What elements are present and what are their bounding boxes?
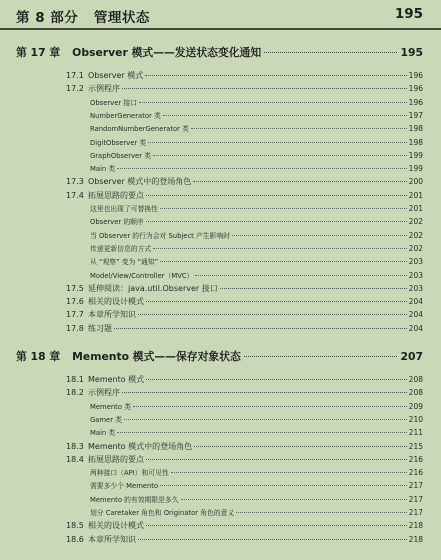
page-number: 196 xyxy=(408,84,423,94)
section-number: 17.1 xyxy=(66,71,84,80)
subsection-title: 当 Observer 的行为会对 Subject 产生影响时 xyxy=(90,231,230,240)
page-number: 203 xyxy=(408,283,423,293)
section-number: 17.8 xyxy=(66,323,84,333)
subsection-title: NumberGenerator 类 xyxy=(90,111,161,120)
toc-subsection-row[interactable] xyxy=(90,216,423,228)
toc-subsection-row[interactable] xyxy=(90,150,423,162)
subsection-title: 需要多少个 Memento xyxy=(90,482,159,491)
toc-section-row[interactable] xyxy=(66,387,423,399)
dot-leader xyxy=(195,275,406,276)
chapter-number: 第 17 章 xyxy=(16,46,61,59)
toc-subsection-row[interactable] xyxy=(90,270,423,282)
toc-section-row[interactable] xyxy=(66,454,423,466)
dot-leader xyxy=(244,356,398,357)
page-number: 217 xyxy=(408,481,423,491)
dot-leader xyxy=(124,419,407,420)
dot-leader xyxy=(146,525,407,526)
toc-section-row[interactable] xyxy=(66,520,423,532)
toc-subsection-row[interactable] xyxy=(90,123,423,135)
subsection-title: Main 类 xyxy=(90,429,116,438)
dot-leader xyxy=(122,88,407,89)
dot-leader xyxy=(146,459,407,460)
dot-leader xyxy=(194,446,406,447)
subsection-title: Observer 的顺序 xyxy=(90,218,144,227)
dot-leader xyxy=(117,168,406,169)
dot-leader xyxy=(114,328,407,329)
toc-section-row[interactable] xyxy=(66,70,423,82)
toc-subsection-row[interactable] xyxy=(90,507,423,519)
chapter-number: 第 18 章 xyxy=(16,350,61,363)
section-number: 18.3 xyxy=(66,441,84,451)
dot-leader xyxy=(220,288,407,289)
subsection-title: RandomNumberGenerator 类 xyxy=(90,125,189,134)
page-number: 211 xyxy=(408,428,423,438)
dot-leader xyxy=(146,221,407,222)
section-title: Memento 模式中的登场角色 xyxy=(88,441,193,451)
section-number: 18.5 xyxy=(66,521,84,531)
section-title: 相关的设计模式 xyxy=(88,297,144,307)
section-title: 本章所学知识 xyxy=(88,534,136,544)
page-number: 202 xyxy=(408,230,423,240)
dot-leader xyxy=(148,142,407,143)
section-number: 18.1 xyxy=(66,375,84,384)
dot-leader xyxy=(160,485,407,486)
toc-subsection-row[interactable] xyxy=(90,243,423,255)
toc-section-row[interactable] xyxy=(66,374,423,386)
dot-leader xyxy=(236,512,406,513)
dot-leader xyxy=(181,499,407,500)
toc-subsection-row[interactable] xyxy=(90,137,423,149)
subsection-title: 传递更新信息的方式 xyxy=(90,244,152,253)
page-number: 216 xyxy=(408,454,423,464)
dot-leader xyxy=(160,261,407,262)
section-title: 练习题 xyxy=(88,323,112,333)
section-title: Observer 模式 xyxy=(88,71,144,80)
dot-leader xyxy=(146,195,407,196)
dot-leader xyxy=(139,102,407,103)
dot-leader xyxy=(232,235,407,236)
subsection-title: 从 “观察” 变为 “通知” xyxy=(90,258,159,267)
page-number: 202 xyxy=(408,217,423,227)
section-title: Memento 模式 xyxy=(88,375,145,384)
section-number: 18.4 xyxy=(66,454,84,464)
page-number: 196 xyxy=(408,71,423,80)
dot-leader xyxy=(117,432,406,433)
dot-leader xyxy=(145,75,406,76)
toc-section-row[interactable] xyxy=(66,190,423,202)
subsection-title: Memento 的有效期限是多久 xyxy=(90,495,179,504)
section-number: 18.2 xyxy=(66,388,84,398)
toc-section-row[interactable] xyxy=(66,296,423,308)
section-title: 相关的设计模式 xyxy=(88,521,144,531)
page-number: 204 xyxy=(408,310,423,320)
toc-subsection-row[interactable] xyxy=(90,401,423,413)
section-number: 17.7 xyxy=(66,310,84,320)
section-number: 17.4 xyxy=(66,190,84,200)
page-number: 210 xyxy=(408,414,423,424)
dot-leader xyxy=(171,472,407,473)
dot-leader xyxy=(264,52,397,53)
toc-section-row[interactable] xyxy=(66,323,423,335)
page-number: 215 xyxy=(408,441,423,451)
subsection-title: Gamer 类 xyxy=(90,415,122,424)
subsection-title: Memento 类 xyxy=(90,402,131,411)
subsection-title: 两种接口（API）和可见性 xyxy=(90,469,169,478)
subsection-title: Main 类 xyxy=(90,165,116,174)
dot-leader xyxy=(163,115,407,116)
toc-subsection-row[interactable] xyxy=(90,427,423,439)
toc-subsection-row[interactable] xyxy=(90,414,423,426)
dot-leader xyxy=(138,539,407,540)
chapter-page-number: 195 xyxy=(400,46,423,59)
section-title: 拓展思路的要点 xyxy=(88,454,144,464)
section-title: 拓展思路的要点 xyxy=(88,190,144,200)
dot-leader xyxy=(193,181,406,182)
toc-section-row[interactable] xyxy=(66,176,423,188)
page-number: 218 xyxy=(408,534,423,544)
dot-leader xyxy=(153,248,407,249)
subsection-title: 划分 Caretaker 角色和 Originator 角色的意义 xyxy=(90,509,235,517)
toc-section-row[interactable] xyxy=(66,441,423,453)
dot-leader xyxy=(191,128,407,129)
toc-subsection-row[interactable] xyxy=(90,256,423,268)
toc-subsection-row[interactable] xyxy=(90,467,423,479)
chapter-title: Memento 模式——保存对象状态 xyxy=(72,350,241,363)
dot-leader xyxy=(133,406,407,407)
toc-section-row[interactable] xyxy=(66,309,423,321)
page-number: 209 xyxy=(408,401,423,411)
section-number: 17.2 xyxy=(66,84,84,94)
toc-subsection-row[interactable] xyxy=(90,163,423,175)
page-number: 217 xyxy=(408,494,423,504)
page-number: 199 xyxy=(408,150,423,160)
section-number: 17.3 xyxy=(66,177,84,187)
part-header xyxy=(0,0,441,26)
page-number: 196 xyxy=(408,97,423,107)
section-number: 17.6 xyxy=(66,297,84,307)
section-title: 本章所学知识 xyxy=(88,310,136,320)
toc-subsection-row[interactable] xyxy=(90,230,423,242)
part-name: 管理状态 xyxy=(93,10,150,26)
page-number: 203 xyxy=(408,270,423,280)
page-number: 197 xyxy=(408,110,423,120)
subsection-title: 这里也出现了可替换性 xyxy=(90,205,158,213)
page-number: 216 xyxy=(408,468,423,478)
subsection-title: Model/View/Controller（MVC） xyxy=(90,271,194,280)
toc-subsection-row[interactable] xyxy=(90,203,423,215)
page-number: 201 xyxy=(408,190,423,200)
dot-leader xyxy=(153,155,407,156)
section-title: Observer 模式中的登场角色 xyxy=(88,177,192,187)
section-title: 示例程序 xyxy=(88,84,120,94)
toc-subsection-row[interactable] xyxy=(90,97,423,109)
dot-leader xyxy=(146,301,407,302)
section-title: 延伸阅读：java.util.Observer 接口 xyxy=(88,283,218,293)
dot-leader xyxy=(122,392,407,393)
page-number: 218 xyxy=(408,521,423,531)
chapter-page-number: 207 xyxy=(400,350,423,363)
page-number: 217 xyxy=(408,508,423,517)
part-label: 第 8 部分 xyxy=(16,10,79,26)
dot-leader xyxy=(160,208,407,209)
chapter-title: Observer 模式——发送状态变化通知 xyxy=(72,46,262,59)
page-number: 204 xyxy=(408,297,423,307)
dot-leader xyxy=(138,314,407,315)
toc-section-row[interactable] xyxy=(66,283,423,295)
subsection-title: DigitObserver 类 xyxy=(90,138,147,147)
page-number: 208 xyxy=(408,388,423,398)
chapter-heading[interactable] xyxy=(16,45,423,61)
toc-subsection-row[interactable] xyxy=(90,480,423,492)
part-page-number: 195 xyxy=(394,6,423,22)
toc-section-row[interactable] xyxy=(66,534,423,546)
toc-subsection-row[interactable] xyxy=(90,494,423,506)
page-number: 198 xyxy=(408,124,423,134)
section-number: 18.6 xyxy=(66,534,84,544)
page-number: 201 xyxy=(408,204,423,213)
section-title: 示例程序 xyxy=(88,388,120,398)
page-number: 204 xyxy=(408,323,423,333)
page-number: 198 xyxy=(408,137,423,147)
subsection-title: GraphObserver 类 xyxy=(90,151,151,160)
page-number: 200 xyxy=(408,177,423,187)
page-number: 202 xyxy=(408,243,423,253)
page-number: 208 xyxy=(408,375,423,384)
page-number: 203 xyxy=(408,257,423,267)
dot-leader xyxy=(146,379,406,380)
part-divider xyxy=(0,28,441,30)
toc-section-row[interactable] xyxy=(66,83,423,95)
toc-subsection-row[interactable] xyxy=(90,110,423,122)
section-number: 17.5 xyxy=(66,283,84,293)
page-number: 199 xyxy=(408,164,423,174)
subsection-title: Observer 接口 xyxy=(90,98,137,107)
chapter-heading[interactable] xyxy=(16,349,423,365)
part-title xyxy=(16,6,150,26)
